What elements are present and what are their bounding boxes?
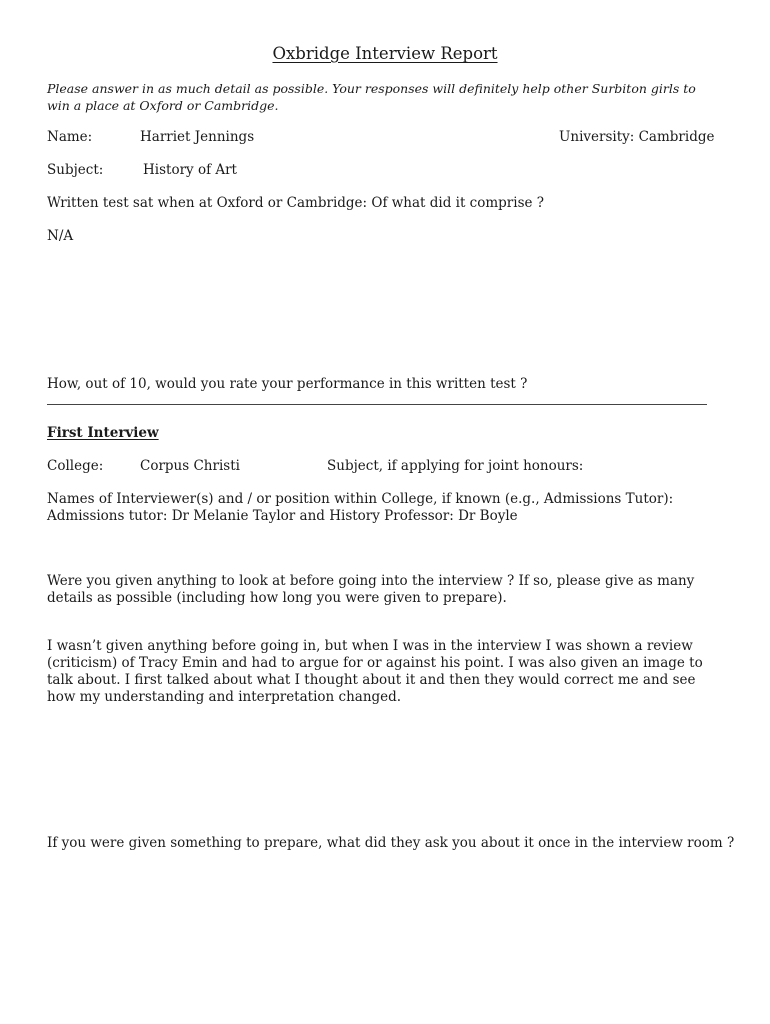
joint-honours-label: Subject, if applying for joint honours: — [327, 458, 584, 474]
interviewers-question: Names of Interviewer(s) and / or position within College, if known (e.g., Admissions Tutor): — [47, 491, 674, 507]
given-materials-question: Were you given anything to look at before going into the interview ? If so, please give as many details as possible (including how long you were given to prepare). — [47, 573, 695, 606]
college-label: College: — [47, 458, 104, 474]
written-test-rating-question: How, out of 10, would you rate your performance in this written test ? — [47, 376, 528, 392]
college-value: Corpus Christi — [140, 458, 240, 474]
first-interview-heading: First Interview — [47, 425, 159, 441]
section-divider — [47, 404, 707, 405]
subject-value: History of Art — [143, 162, 237, 178]
university-text: University: Cambridge — [559, 129, 715, 145]
name-label: Name: — [47, 129, 93, 145]
subject-label: Subject: — [47, 162, 104, 178]
prepare-question: If you were given something to prepare, what did they ask you about it once in the interview room ? — [47, 835, 735, 851]
interviewers-answer: Admissions tutor: Dr Melanie Taylor and History Professor: Dr Boyle — [47, 508, 518, 524]
page-title: Oxbridge Interview Report — [272, 44, 498, 63]
name-value: Harriet Jennings — [140, 129, 255, 145]
written-test-answer: N/A — [47, 228, 74, 244]
given-materials-answer: I wasn’t given anything before going in, but when I was in the interview I was shown a review (criticism) of Tracy Emin and had to argue for or against his point. I was also given an image to talk about. I first talked about what I thought about it and then they would correct me and see how my understanding and interpretation changed. — [47, 638, 703, 705]
written-test-question: Written test sat when at Oxford or Cambridge: Of what did it comprise ? — [47, 195, 545, 211]
instructions-text: Please answer in as much detail as possible. Your responses will definitely help other Surbiton girls to win a place at Oxford or Cambridge. — [47, 81, 696, 113]
